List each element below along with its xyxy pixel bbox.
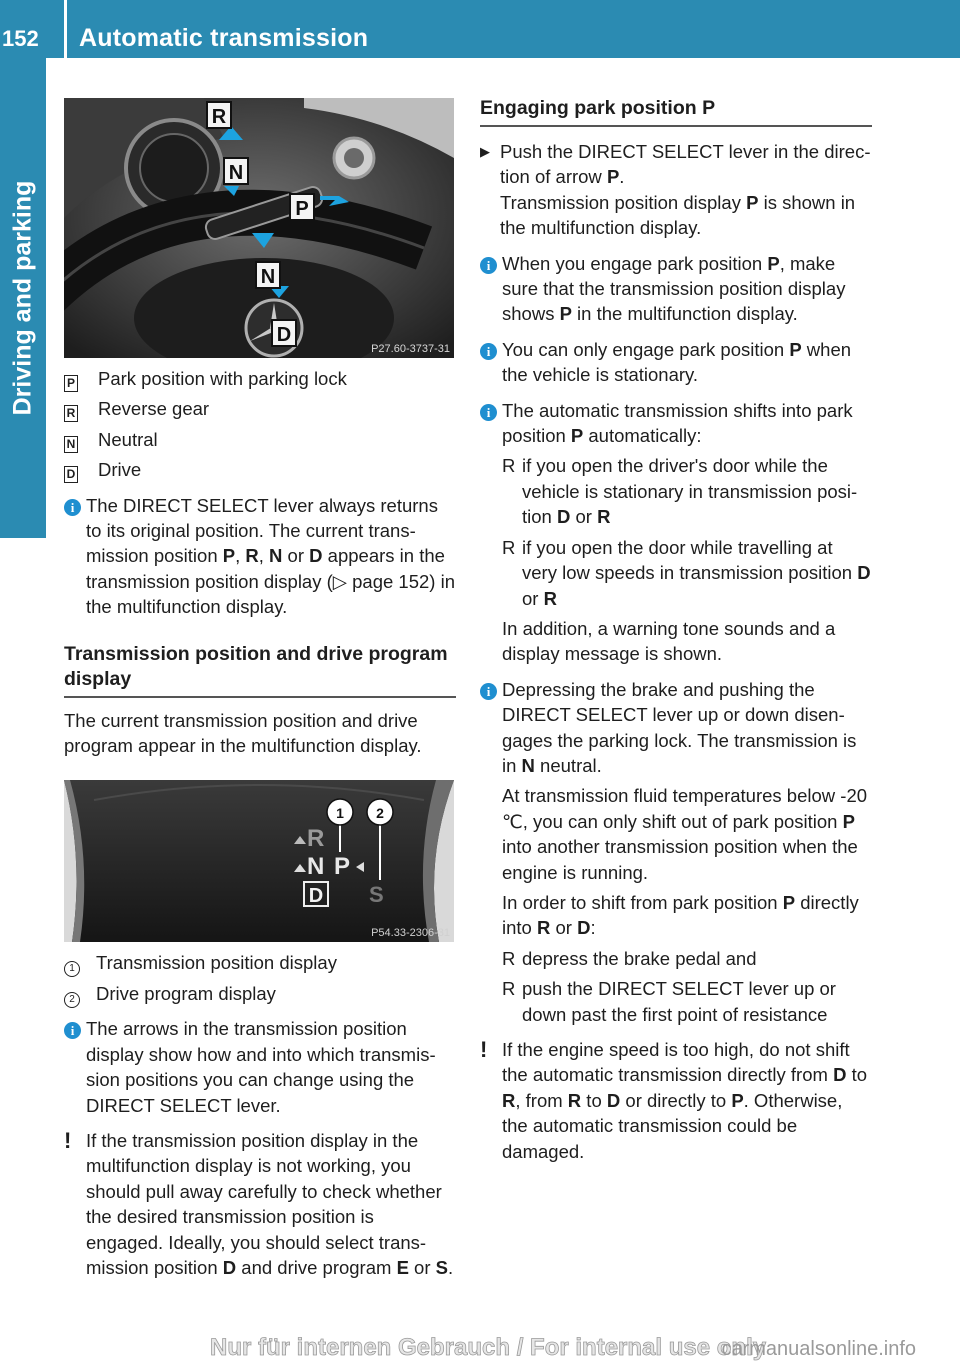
legend-item-d bbox=[64, 457, 456, 482]
svg-text:P27.60-3737-31: P27.60-3737-31 bbox=[371, 343, 450, 355]
callout-2-icon: 2 bbox=[64, 992, 80, 1008]
note-text: You can only engage park position P when the vehicle is stationary. bbox=[502, 338, 852, 386]
header-divider bbox=[64, 0, 67, 58]
section-intro: The current transmission position and drive program appear in the multifunction display. bbox=[64, 709, 422, 757]
info-note-engage bbox=[480, 251, 872, 327]
step-text: Push the DIRECT SELECT lever in the direction of arrow P. bbox=[500, 141, 871, 188]
right-column bbox=[480, 96, 872, 1164]
note-text: In order to shift from park position P directly into R or D: bbox=[502, 891, 859, 939]
legend-item-p bbox=[64, 366, 456, 391]
svg-text:N: N bbox=[260, 266, 276, 288]
list-item: R if you open the door while travelling at very low speeds in transmission position D or R bbox=[502, 535, 872, 611]
info-icon: i bbox=[480, 257, 497, 274]
legend-label: Reverse gear bbox=[98, 398, 210, 420]
left-column bbox=[64, 98, 456, 1280]
callout-1-icon: 1 bbox=[64, 961, 80, 977]
bullet-icon: R bbox=[502, 978, 516, 1000]
section-heading-display: Transmission position and drive program display bbox=[64, 642, 456, 698]
key-p-icon: P bbox=[64, 375, 78, 392]
list-item: R if you open the driver's door while the vehicle is stationary in transmission position D or R bbox=[502, 453, 872, 529]
warning-note-engine-speed bbox=[480, 1037, 872, 1164]
note-text: The automatic transmission shifts into park position P automatically: bbox=[502, 399, 853, 447]
key-r-icon: R bbox=[64, 405, 78, 422]
note-text: In addition, a warning tone sounds and a display message is shown. bbox=[502, 617, 836, 665]
warning-note-display bbox=[64, 1128, 456, 1280]
instrument-display-photo bbox=[64, 780, 454, 942]
legend-item-r bbox=[64, 396, 456, 421]
info-note-returns bbox=[64, 493, 456, 620]
page-number: 152 bbox=[2, 26, 39, 51]
bullet-icon: R bbox=[502, 536, 516, 558]
legend-item-2 bbox=[64, 981, 456, 1006]
info-icon: i bbox=[64, 1022, 81, 1039]
bullet-icon: R bbox=[502, 947, 516, 969]
warning-icon: ! bbox=[64, 1127, 72, 1153]
legend-label: Transmission position display bbox=[96, 952, 337, 974]
warning-icon: ! bbox=[480, 1037, 488, 1062]
legend-item-1 bbox=[64, 950, 456, 975]
note-text: At transmission fluid temperatures below -20 ℃, you can only shift out of park position P into another transmission position when the engine is running. bbox=[502, 785, 868, 883]
svg-text:P: P bbox=[295, 198, 309, 220]
note-text: The arrows in the transmission position display show how and into which transmission positions you can change using the DIRECT SELECT lever. bbox=[86, 1018, 436, 1116]
note-text: If the engine speed is too high, do not shift the automatic transmission directly from D to R, from R to D or directly to P. Otherwise, the automatic transmission could be damaged. bbox=[502, 1039, 868, 1162]
site-watermark: carmanualsonline.info bbox=[721, 1338, 916, 1360]
note-text: When you engage park position P, make sure that the transmission position display shows P in the multifunction display. bbox=[502, 252, 846, 325]
position-legend bbox=[64, 366, 456, 483]
note-text: If the transmission position display in the multifunction display is not working, you should pull away carefully to check whether the desired transmission position is engaged. Ideally, you should select transmission position D and drive program E or S. bbox=[86, 1129, 454, 1278]
svg-text:D: D bbox=[276, 324, 292, 346]
step-arrow-icon: ▶ bbox=[480, 144, 490, 159]
svg-text:R: R bbox=[211, 106, 227, 128]
info-note-stationary bbox=[480, 337, 872, 388]
internal-use-watermark: Nur für internen Gebrauch / For internal use only bbox=[210, 1334, 767, 1361]
legend-label: Drive bbox=[98, 459, 142, 481]
info-note-arrows bbox=[64, 1016, 456, 1118]
step-result: Transmission position display P is shown in the multifunction display. bbox=[500, 191, 856, 239]
svg-text:D: D bbox=[308, 885, 324, 908]
note-text: The DIRECT SELECT lever always returns to its original position. The current transmission position P, R, N or D appears in the transmission position display (▷ page 152) in the multifunction display. bbox=[86, 494, 455, 618]
page-title: Automatic transmission bbox=[79, 24, 369, 52]
legend-label: Drive program display bbox=[96, 982, 276, 1004]
info-note-auto-park bbox=[480, 398, 872, 667]
list-item: R push the DIRECT SELECT lever up or down past the first point of resistance bbox=[502, 976, 872, 1027]
legend-label: Neutral bbox=[98, 428, 158, 450]
info-icon: i bbox=[480, 683, 497, 700]
section-heading-park: Engaging park position P bbox=[480, 96, 872, 127]
bullet-icon: R bbox=[502, 455, 516, 477]
page-header bbox=[0, 0, 960, 58]
svg-text:N: N bbox=[307, 853, 325, 881]
svg-text:S: S bbox=[369, 882, 384, 908]
side-tab-label: Driving and parking bbox=[8, 180, 37, 416]
svg-text:N: N bbox=[228, 162, 244, 184]
list-item: R depress the brake pedal and bbox=[502, 946, 872, 971]
note-text: Depressing the brake and pushing the DIRECT SELECT lever up or down disengages the parking lock. The transmission is in N neutral. bbox=[502, 678, 857, 776]
key-n-icon: N bbox=[64, 436, 78, 453]
svg-text:2: 2 bbox=[376, 805, 384, 822]
steering-wheel-photo bbox=[64, 98, 454, 358]
step-push-lever bbox=[480, 139, 872, 241]
steering-wheel-illustration bbox=[64, 98, 454, 358]
key-d-icon: D bbox=[64, 466, 78, 483]
display-legend bbox=[64, 950, 456, 1006]
side-tab bbox=[0, 58, 46, 538]
legend-label: Park position with parking lock bbox=[98, 368, 347, 389]
info-icon: i bbox=[64, 499, 81, 516]
svg-text:1: 1 bbox=[336, 805, 344, 822]
info-icon: i bbox=[480, 404, 497, 421]
info-icon: i bbox=[480, 343, 497, 360]
info-note-disengage bbox=[480, 677, 872, 1027]
legend-item-n bbox=[64, 427, 456, 452]
instrument-display-illustration bbox=[64, 780, 454, 942]
svg-text:P54.33-2306-31: P54.33-2306-31 bbox=[371, 927, 450, 940]
svg-text:P: P bbox=[334, 853, 351, 881]
svg-text:R: R bbox=[307, 825, 325, 853]
